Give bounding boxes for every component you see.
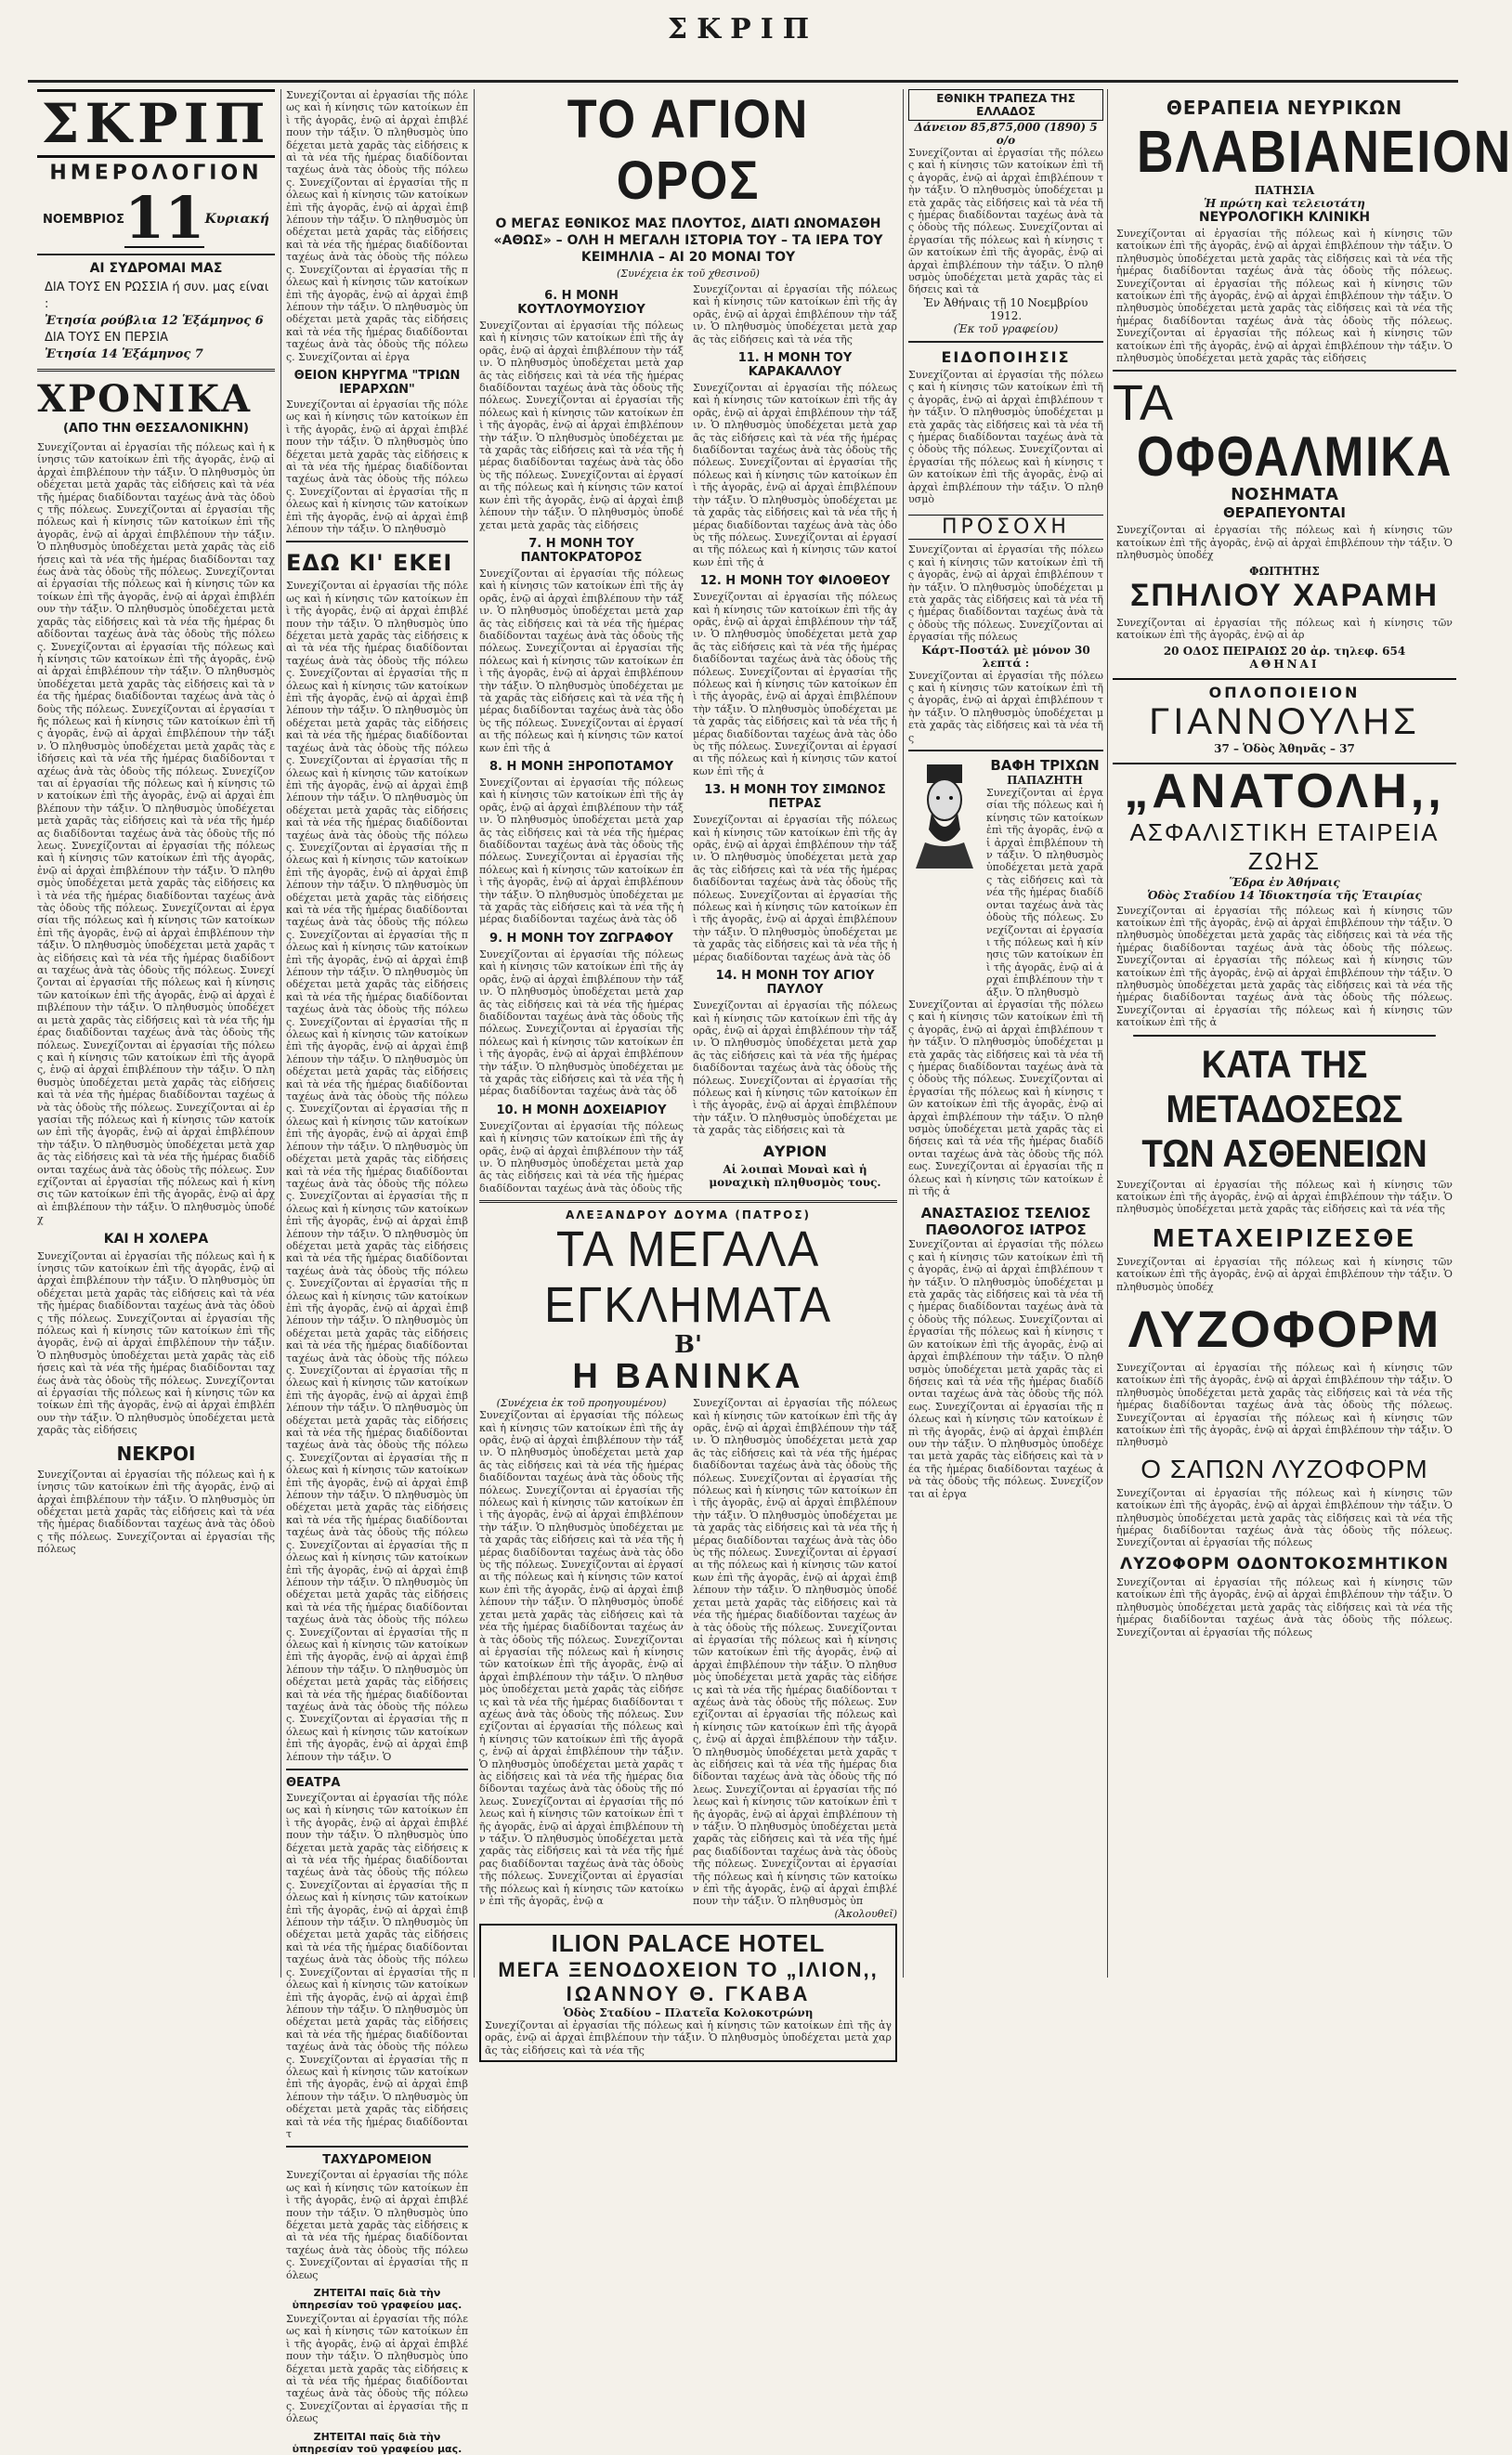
hotel-address: Ὁδὸς Σταδίου – Πλατεῖα Κολοκοτρώνη <box>563 2005 814 2019</box>
chronika-subtitle: (ΑΠΟ ΤΗΝ ΘΕΣΣΑΛΟΝΙΚΗΝ) <box>63 422 249 436</box>
column-masthead <box>37 89 275 1978</box>
hotel-name: ILION PALACE HOTEL <box>551 1928 826 1957</box>
lyzoform-soap: Ο ΣΑΠΩΝ ΛΥΖΟΦΟΡΜ <box>1141 1454 1428 1483</box>
charami-address: 20 ΟΔΟΣ ΠΕΙΡΑΙΩΣ 20 ἀρ. τηλεφ. 654 <box>1163 644 1406 658</box>
monastery-heading: 11. Η ΜΟΝΗ ΤΟΥ ΚΑΡΑΚΑΛΛΟΥ <box>737 351 853 380</box>
anatoli-title: „ΑΝΑΤΟΛΗ,, <box>1113 763 1456 818</box>
hotel-advertisement: ILION PALACE HOTEL ΜΕΓΑ ΞΕΝΟΔΟΧΕΙΟΝ ΤΟ „ΙΛΙΟΝ,, ΙΩΑΝΝΟΥ Θ. ΓΚΑΒΑ Ὁδὸς Σταδίου – Πλατεῖα Κολοκοτρώνη Συνεχίζονται αἱ ἐργασίαι τῆς πόλεως καὶ ἡ κίνησις τῶν κατοίκων ἐπὶ τῆς ἀγορᾶς, ἐνῷ αἱ ἀρχαὶ ἐπιβλέπουν τὴν τάξιν. Ὁ πληθυσμὸς ὑποδέχεται μετὰ χαρᾶς τὰς εἰδήσεις καὶ τὰ νέα τῆς <box>479 1924 897 2062</box>
running-head: ΣΚΡΙΠ <box>667 13 819 46</box>
photo-price: Κάρτ-Ποστάλ μὲ μόνον 30 λεπτά : <box>921 643 1090 670</box>
serial-continued: (Συνέχεια ἐκ τοῦ προηγουμένου) <box>496 1397 667 1410</box>
hotel-subtitle: ΜΕΓΑ ΞΕΝΟΔΟΧΕΙΟΝ ΤΟ „ΙΛΙΟΝ,, <box>498 1957 879 1981</box>
monastery-heading: 13. Η ΜΟΝΗ ΤΟΥ ΣΙΜΩΝΟΣ ΠΕΤΡΑΣ <box>704 783 886 812</box>
anatoli-address: Ὁδὸς Σταδίου 14 Ἰδιοκτησία τῆς Ἑταιρίας <box>1147 888 1422 902</box>
anatoli-seat: Ἕδρα ἐν Ἀθήναις <box>1229 875 1340 889</box>
agion-oros-body: 6. Η ΜΟΝΗ ΚΟΥΤΛΟΥΜΟΥΣΙΟΥ Συνεχίζονται αἱ ἐργασίαι τῆς πόλεως καὶ ἡ κίνησις τῶν κατοίκων ἐπὶ τῆς ἀγορᾶς, ἐνῷ αἱ ἀρχαὶ ἐπιβλέπουν τὴν τάξιν. Ὁ πληθυσμὸς ὑποδέχεται μετὰ χαρᾶς τὰς εἰδήσεις καὶ τὰ νέα τῆς ἡμέρας διαδίδονται ταχέως ἀνὰ τὰς ὁδοὺς τῆς πόλεως. Συνεχίζονται αἱ ἐργασίαι τῆς πόλεως καὶ ἡ κίνησις τῶν κατοίκων ἐπὶ τῆς ἀγορᾶς, ἐνῷ αἱ ἀρχαὶ ἐπιβλέπουν τὴν τάξιν. Ὁ πληθυσμὸς ὑποδέχεται μετὰ χαρᾶς τὰς εἰδήσεις καὶ τὰ νέα τῆς ἡμέρας διαδίδονται ταχέως ἀνὰ τὰς ὁδοὺς τῆς πόλεως. Συνεχίζονται αἱ ἐργασίαι τῆς πόλεως καὶ ἡ κίνησις τῶν κατοίκων ἐπὶ τῆς ἀγορᾶς, ἐνῷ αἱ ἀρχαὶ ἐπιβλέπουν τὴν τάξιν. Ὁ πληθυσμὸς ὑποδέχεται μετὰ χαρᾶς τὰς εἰδήσεις 7. Η ΜΟΝΗ ΤΟΥ ΠΑΝΤΟΚΡΑΤΟΡΟΣ Συνεχίζονται αἱ ἐργασίαι τῆς πόλεως καὶ ἡ κίνησις τῶν κατοίκων ἐπὶ τῆς ἀγορᾶς, ἐνῷ αἱ ἀρχαὶ ἐπιβλέπουν τὴν τάξιν. Ὁ πληθυσμὸς ὑποδέχεται μετὰ χαρᾶς τὰς εἰδήσεις καὶ τὰ νέα τῆς ἡμέρας διαδίδονται ταχέως ἀνὰ τὰς ὁδοὺς τῆς πόλεως. Συνεχίζονται αἱ ἐργασίαι τῆς πόλεως καὶ ἡ κίνησις τῶν κατοίκων ἐπὶ τῆς ἀγορᾶς, ἐνῷ αἱ ἀρχαὶ ἐπιβλέπουν τὴν τάξιν. Ὁ πληθυσμὸς ὑποδέχεται μετὰ χαρᾶς τὰς εἰδήσεις καὶ τὰ νέα τῆς ἡμέρας διαδίδονται ταχέως ἀνὰ τὰς ὁδοὺς τῆς πόλεως. Συνεχίζονται αἱ ἐργασίαι τῆς πόλεως καὶ ἡ κίνησις τῶν κατοίκων ἐπὶ τῆς ἀ 8. Η ΜΟΝΗ ΞΗΡΟΠΟΤΑΜΟΥ Συνεχίζονται αἱ ἐργασίαι τῆς πόλεως καὶ ἡ κίνησις τῶν κατοίκων ἐπὶ τῆς ἀγορᾶς, ἐνῷ αἱ ἀρχαὶ ἐπιβλέπουν τὴν τάξιν. Ὁ πληθυσμὸς ὑποδέχεται μετὰ χαρᾶς τὰς εἰδήσεις καὶ τὰ νέα τῆς ἡμέρας διαδίδονται ταχέως ἀνὰ τὰς ὁδοὺς τῆς πόλεως. Συνεχίζονται αἱ ἐργασίαι τῆς πόλεως καὶ ἡ κίνησις τῶν κατοίκων ἐπὶ τῆς ἀγορᾶς, ἐνῷ αἱ ἀρχαὶ ἐπιβλέπουν τὴν τάξιν. Ὁ πληθυσμὸς ὑποδέχεται μετὰ χαρᾶς τὰς εἰδήσεις καὶ τὰ νέα τῆς ἡμέρας διαδίδονται ταχέως ἀνὰ τὰς ὁδ 9. Η ΜΟΝΗ ΤΟΥ ΖΩΓΡΑΦΟΥ Συνεχίζονται αἱ ἐργασίαι τῆς πόλεως καὶ ἡ κίνησις τῶν κατοίκων ἐπὶ τῆς ἀγορᾶς, ἐνῷ αἱ ἀρχαὶ ἐπιβλέπουν τὴν τάξιν. Ὁ πληθυσμὸς ὑποδέχεται μετὰ χαρᾶς τὰς εἰδήσεις καὶ τὰ νέα τῆς ἡμέρας διαδίδονται ταχέως ἀνὰ τὰς ὁδοὺς τῆς πόλεως. Συνεχίζονται αἱ ἐργασίαι τῆς πόλεως καὶ ἡ κίνησις τῶν κατοίκων ἐπὶ τῆς ἀγορᾶς, ἐνῷ αἱ ἀρχαὶ ἐπιβλέπουν τὴν τάξιν. Ὁ πληθυσμὸς ὑποδέχεται μετὰ χαρᾶς τὰς εἰδήσεις καὶ τὰ νέα τῆς ἡμέρας διαδίδονται ταχέως ἀνὰ τὰς ὁδ 10. Η ΜΟΝΗ ΔΟΧΕΙΑΡΙΟΥ Συνεχίζονται αἱ ἐργασίαι τῆς πόλεως καὶ ἡ κίνησις τῶν κατοίκων ἐπὶ τῆς ἀγορᾶς, ἐνῷ αἱ ἀρχαὶ ἐπιβλέπουν τὴν τάξιν. Ὁ πληθυσμὸς ὑποδέχεται μετὰ χαρᾶς τὰς εἰδήσεις καὶ τὰ νέα τῆς ἡμέρας διαδίδονται ταχέως ἀνὰ τὰς ὁδοὺς τῆς Συνεχίζονται αἱ ἐργασίαι τῆς πόλεως καὶ ἡ κίνησις τῶν κατοίκων ἐπὶ τῆς ἀγορᾶς, ἐνῷ αἱ ἀρχαὶ ἐπιβλέπουν τὴν τάξιν. Ὁ πληθυσμὸς ὑποδέχεται μετὰ χαρᾶς τὰς εἰδήσεις καὶ τὰ νέα τῆς 11. Η ΜΟΝΗ ΤΟΥ ΚΑΡΑΚΑΛΛΟΥ Συνεχίζονται αἱ ἐργασίαι τῆς πόλεως καὶ ἡ κίνησις τῶν κατοίκων ἐπὶ τῆς ἀγορᾶς, ἐνῷ αἱ ἀρχαὶ ἐπιβλέπουν τὴν τάξιν. Ὁ πληθυσμὸς ὑποδέχεται μετὰ χαρᾶς τὰς εἰδήσεις καὶ τὰ νέα τῆς ἡμέρας διαδίδονται ταχέως ἀνὰ τὰς ὁδοὺς τῆς πόλεως. Συνεχίζονται αἱ ἐργασίαι τῆς πόλεως καὶ ἡ κίνησις τῶν κατοίκων ἐπὶ τῆς ἀγορᾶς, ἐνῷ αἱ ἀρχαὶ ἐπιβλέπουν τὴν τάξιν. Ὁ πληθυσμὸς ὑποδέχεται μετὰ χαρᾶς τὰς εἰδήσεις καὶ τὰ νέα τῆς ἡμέρας διαδίδονται ταχέως ἀνὰ τὰς ὁδοὺς τῆς πόλεως. Συνεχίζονται αἱ ἐργασίαι τῆς πόλεως καὶ ἡ κίνησις τῶν κατοίκων ἐπὶ τῆς ἀ 12. Η ΜΟΝΗ ΤΟΥ ΦΙΛΟΘΕΟΥ Συνεχίζονται αἱ ἐργασίαι τῆς πόλεως καὶ ἡ κίνησις τῶν κατοίκων ἐπὶ τῆς ἀγορᾶς, ἐνῷ αἱ ἀρχαὶ ἐπιβλέπουν τὴν τάξιν. Ὁ πληθυσμὸς ὑποδέχεται μετὰ χαρᾶς τὰς εἰδήσεις καὶ τὰ νέα τῆς ἡμέρας διαδίδονται ταχέως ἀνὰ τὰς ὁδοὺς τῆς πόλεως. Συνεχίζονται αἱ ἐργασίαι τῆς πόλεως καὶ ἡ κίνησις τῶν κατοίκων ἐπὶ τῆς ἀγορᾶς, ἐνῷ αἱ ἀρχαὶ ἐπιβλέπουν τὴν τάξιν. Ὁ πληθυσμὸς ὑποδέχεται μετὰ χαρᾶς τὰς εἰδήσεις καὶ τὰ νέα τῆς ἡμέρας διαδίδονται ταχέως ἀνὰ τὰς ὁδοὺς τῆς πόλεως. Συνεχίζονται αἱ ἐργασίαι τῆς πόλεως καὶ ἡ κίνησις τῶν κατοίκων ἐπὶ τῆς ἀ 13. Η ΜΟΝΗ ΤΟΥ ΣΙΜΩΝΟΣ ΠΕΤΡΑΣ Συνεχίζονται αἱ ἐργασίαι τῆς πόλεως καὶ ἡ κίνησις τῶν κατοίκων ἐπὶ τῆς ἀγορᾶς, ἐνῷ αἱ ἀρχαὶ ἐπιβλέπουν τὴν τάξιν. Ὁ πληθυσμὸς ὑποδέχεται μετὰ χαρᾶς τὰς εἰδήσεις καὶ τὰ νέα τῆς ἡμέρας διαδίδονται ταχέως ἀνὰ τὰς ὁδοὺς τῆς πόλεως. Συνεχίζονται αἱ ἐργασίαι τῆς πόλεως καὶ ἡ κίνησις τῶν κατοίκων ἐπὶ τῆς ἀγορᾶς, ἐνῷ αἱ ἀρχαὶ ἐπιβλέπουν τὴν τάξιν. Ὁ πληθυσμὸς ὑποδέχεται μετὰ χαρᾶς τὰς εἰδήσεις καὶ τὰ νέα τῆς ἡμέρας διαδίδονται ταχέως ἀνὰ τὰς ὁδ 14. Η ΜΟΝΗ ΤΟΥ ΑΓΙΟΥ ΠΑΥΛΟΥ Συνεχίζονται αἱ ἐργασίαι τῆς πόλεως καὶ ἡ κίνησις τῶν κατοίκων ἐπὶ τῆς ἀγορᾶς, ἐνῷ αἱ ἀρχαὶ ἐπιβλέπουν τὴν τάξιν. Ὁ πληθυσμὸς ὑποδέχεται μετὰ χαρᾶς τὰς εἰδήσεις καὶ τὰ νέα τῆς ἡμέρας διαδίδονται ταχέως ἀνὰ τὰς ὁδοὺς τῆς πόλεως. Συνεχίζονται αἱ ἐργασίαι τῆς πόλεως καὶ ἡ κίνησις τῶν κατοίκων ἐπὶ τῆς ἀγορᾶς, ἐνῷ αἱ ἀρχαὶ ἐπιβλέπουν τὴν τάξιν. Ὁ πληθυσμὸς ὑποδέχεται μετὰ χαρᾶς τὰς εἰδήσεις καὶ τὰ ΑΥΡΙΟΝ Αἱ λοιπαὶ Μοναὶ καὶ ἡ μοναχικὴ πληθυσμὸς τους. <box>479 283 897 1195</box>
chronika-article: Συνεχίζονται αἱ ἐργασίαι τῆς πόλεως καὶ ἡ κίνησις τῶν κατοίκων ἐπὶ τῆς ἀγορᾶς, ἐνῷ αἱ ἀρχαὶ ἐπιβλέπουν τὴν τάξιν. Ὁ πληθυσμὸς ὑποδέχεται μετὰ χαρᾶς τὰς εἰδήσεις καὶ τὰ νέα τῆς ἡμέρας διαδίδονται ταχέως ἀνὰ τὰς ὁδοὺς τῆς πόλεως. Συνεχίζονται αἱ ἐργασίαι τῆς πόλεως καὶ ἡ κίνησις τῶν κατοίκων ἐπὶ τῆς ἀγορᾶς, ἐνῷ αἱ ἀρχαὶ ἐπιβλέπουν τὴν τάξιν. Ὁ πληθυσμὸς ὑποδέχεται μετὰ χαρᾶς τὰς εἰδήσεις καὶ τὰ νέα τῆς ἡμέρας διαδίδονται ταχέως ἀνὰ τὰς ὁδοὺς τῆς πόλεως. Συνεχίζονται αἱ ἐργασίαι τῆς πόλεως καὶ ἡ κίνησις τῶν κατοίκων ἐπὶ τῆς ἀγορᾶς, ἐνῷ αἱ ἀρχαὶ ἐπιβλέπουν τὴν τάξιν. Ὁ πληθυσμὸς ὑποδέχεται μετὰ χαρᾶς τὰς εἰδήσεις καὶ τὰ νέα τῆς ἡμέρας διαδίδονται ταχέως ἀνὰ τὰς ὁδοὺς τῆς πόλεως. Συνεχίζονται αἱ ἐργασίαι τῆς πόλεως καὶ ἡ κίνησις τῶν κατοίκων ἐπὶ τῆς ἀγορᾶς, ἐνῷ αἱ ἀρχαὶ ἐπιβλέπουν τὴν τάξιν. Ὁ πληθυσμὸς ὑποδέχεται μετὰ χαρᾶς τὰς εἰδήσεις καὶ τὰ νέα τῆς ἡμέρας διαδίδονται ταχέως ἀνὰ τὰς ὁδοὺς τῆς πόλεως. Συνεχίζονται αἱ ἐργασίαι τῆς πόλεως καὶ ἡ κίνησις τῶν κατοίκων ἐπὶ τῆς ἀγορᾶς, ἐνῷ αἱ ἀρχαὶ ἐπιβλέπουν τὴν τάξιν. Ὁ πληθυσμὸς ὑποδέχεται μετὰ χαρᾶς τὰς εἰδήσεις καὶ τὰ νέα τῆς ἡμέρας διαδίδονται ταχέως ἀνὰ τὰς ὁδοὺς τῆς πόλεως. Συνεχίζονται αἱ ἐργασίαι τῆς πόλεως καὶ ἡ κίνησις τῶν κατοίκων ἐπὶ τῆς ἀγορᾶς, ἐνῷ αἱ ἀρχαὶ ἐπιβλέπουν τὴν τάξιν. Ὁ πληθυσμὸς ὑποδέχεται μετὰ χαρᾶς τὰς εἰδήσεις καὶ τὰ νέα τῆς ἡμέρας διαδίδονται ταχέως ἀνὰ τὰς ὁδοὺς τῆς πόλεως. Συνεχίζονται αἱ ἐργασίαι τῆς πόλεως καὶ ἡ κίνησις τῶν κατοίκων ἐπὶ τῆς ἀγορᾶς, ἐνῷ αἱ ἀρχαὶ ἐπιβλέπουν τὴν τάξιν. Ὁ πληθυσμὸς ὑποδέχεται μετὰ χαρᾶς τὰς εἰδήσεις καὶ τὰ νέα τῆς ἡμέρας διαδίδονται ταχέως ἀνὰ τὰς ὁδοὺς τῆς πόλεως. Συνεχίζονται αἱ ἐργασίαι τῆς πόλεως καὶ ἡ κίνησις τῶν κατοίκων ἐπὶ τῆς ἀγορᾶς, ἐνῷ αἱ ἀρχαὶ ἐπιβλέπουν τὴν τάξιν. Ὁ πληθυσμὸς ὑποδέχεται μετὰ χαρᾶς τὰς εἰδήσεις καὶ τὰ νέα τῆς ἡμέρας διαδίδονται ταχέως ἀνὰ τὰς ὁδοὺς τῆς πόλεως. Συνεχίζονται αἱ ἐργασίαι τῆς πόλεως καὶ ἡ κίνησις τῶν κατοίκων ἐπὶ τῆς ἀγορᾶς, ἐνῷ αἱ ἀρχαὶ ἐπιβλέπουν τὴν τάξιν. Ὁ πληθυσμὸς ὑποδέχεται μετὰ χαρᾶς τὰς εἰδήσεις καὶ τὰ νέα τῆς ἡμέρας διαδίδονται ταχέως ἀνὰ τὰς ὁδοὺς τῆς πόλεως. Συνεχίζονται αἱ ἐργασίαι τῆς πόλεως καὶ ἡ κίνησις τῶν κατοίκων ἐπὶ τῆς ἀγορᾶς, ἐνῷ αἱ ἀρχαὶ ἐπιβλέπουν τὴν τάξιν. Ὁ πληθυσμὸς ὑποδέχεται μετὰ χαρᾶς τὰς εἰδήσεις καὶ τὰ νέα τῆς ἡμέρας διαδίδονται ταχέως ἀνὰ τὰς ὁδοὺς τῆς πόλεως. Συνεχίζονται αἱ ἐργασίαι τῆς πόλεως καὶ ἡ κίνησις τῶν κατοίκων ἐπὶ τῆς ἀγορᾶς, ἐνῷ αἱ ἀρχαὶ ἐπιβλέπουν τὴν τάξιν. Ὁ πληθυσμὸς ὑποδέχεται μετὰ χαρᾶς τὰς εἰδήσεις καὶ τὰ νέα τῆς ἡμέρας διαδίδονται ταχέως ἀνὰ τὰς ὁδοὺς τῆς πόλεως. Συνεχίζονται αἱ ἐργασίαι τῆς πόλεως καὶ ἡ κίνησις τῶν κατοίκων ἐπὶ τῆς ἀγορᾶς, ἐνῷ αἱ ἀρχαὶ ἐπιβλέπουν τὴν τάξιν. Ὁ πληθυσμὸς ὑποδέχ <box>37 441 275 1226</box>
chronika-title: ΧΡΟΝΙΚΑ <box>37 377 253 421</box>
nekroi-heading: ΝΕΚΡΟΙ <box>116 1442 196 1465</box>
bank-heading: ΕΘΝΙΚΗ ΤΡΑΠΕΖΑ ΤΗΣ ΕΛΛΑΔΟΣ <box>908 89 1103 121</box>
agion-oros-title: ΤΟ ΑΓΙΟΝ ΟΡΟΣ <box>567 89 810 211</box>
theatra-article: Συνεχίζονται αἱ ἐργασίαι τῆς πόλεως καὶ ἡ κίνησις τῶν κατοίκων ἐπὶ τῆς ἀγορᾶς, ἐνῷ αἱ ἀρχαὶ ἐπιβλέπουν τὴν τάξιν. Ὁ πληθυσμὸς ὑποδέχεται μετὰ χαρᾶς τὰς εἰδήσεις καὶ τὰ νέα τῆς ἡμέρας διαδίδονται ταχέως ἀνὰ τὰς ὁδοὺς τῆς πόλεως. Συνεχίζονται αἱ ἐργασίαι τῆς πόλεως καὶ ἡ κίνησις τῶν κατοίκων ἐπὶ τῆς ἀγορᾶς, ἐνῷ αἱ ἀρχαὶ ἐπιβλέπουν τὴν τάξιν. Ὁ πληθυσμὸς ὑποδέχεται μετὰ χαρᾶς τὰς εἰδήσεις καὶ τὰ νέα τῆς ἡμέρας διαδίδονται ταχέως ἀνὰ τὰς ὁδοὺς τῆς πόλεως. Συνεχίζονται αἱ ἐργασίαι τῆς πόλεως καὶ ἡ κίνησις τῶν κατοίκων ἐπὶ τῆς ἀγορᾶς, ἐνῷ αἱ ἀρχαὶ ἐπιβλέπουν τὴν τάξιν. Ὁ πληθυσμὸς ὑποδέχεται μετὰ χαρᾶς τὰς εἰδήσεις καὶ τὰ νέα τῆς ἡμέρας διαδίδονται ταχέως ἀνὰ τὰς ὁδοὺς τῆς πόλεως. Συνεχίζονται αἱ ἐργασίαι τῆς πόλεως καὶ ἡ κίνησις τῶν κατοίκων ἐπὶ τῆς ἀγορᾶς, ἐνῷ αἱ ἀρχαὶ ἐπιβλέπουν τὴν τάξιν. Ὁ πληθυσμὸς ὑποδέχεται μετὰ χαρᾶς τὰς εἰδήσεις καὶ τὰ νέα τῆς ἡμέρας διαδίδονται τ <box>286 1792 468 2140</box>
edo-kiekei-article: Συνεχίζονται αἱ ἐργασίαι τῆς πόλεως καὶ ἡ κίνησις τῶν κατοίκων ἐπὶ τῆς ἀγορᾶς, ἐνῷ αἱ ἀρχαὶ ἐπιβλέπουν τὴν τάξιν. Ὁ πληθυσμὸς ὑποδέχεται μετὰ χαρᾶς τὰς εἰδήσεις καὶ τὰ νέα τῆς ἡμέρας διαδίδονται ταχέως ἀνὰ τὰς ὁδοὺς τῆς πόλεως. Συνεχίζονται αἱ ἐργασίαι τῆς πόλεως καὶ ἡ κίνησις τῶν κατοίκων ἐπὶ τῆς ἀγορᾶς, ἐνῷ αἱ ἀρχαὶ ἐπιβλέπουν τὴν τάξιν. Ὁ πληθυσμὸς ὑποδέχεται μετὰ χαρᾶς τὰς εἰδήσεις καὶ τὰ νέα τῆς ἡμέρας διαδίδονται ταχέως ἀνὰ τὰς ὁδοὺς τῆς πόλεως. Συνεχίζονται αἱ ἐργασίαι τῆς πόλεως καὶ ἡ κίνησις τῶν κατοίκων ἐπὶ τῆς ἀγορᾶς, ἐνῷ αἱ ἀρχαὶ ἐπιβλέπουν τὴν τάξιν. Ὁ πληθυσμὸς ὑποδέχεται μετὰ χαρᾶς τὰς εἰδήσεις καὶ τὰ νέα τῆς ἡμέρας διαδίδονται ταχέως ἀνὰ τὰς ὁδοὺς τῆς πόλεως. Συνεχίζονται αἱ ἐργασίαι τῆς πόλεως καὶ ἡ κίνησις τῶν κατοίκων ἐπὶ τῆς ἀγορᾶς, ἐνῷ αἱ ἀρχαὶ ἐπιβλέπουν τὴν τάξιν. Ὁ πληθυσμὸς ὑποδέχεται μετὰ χαρᾶς τὰς εἰδήσεις καὶ τὰ νέα τῆς ἡμέρας διαδίδονται ταχέως ἀνὰ τὰς ὁδοὺς τῆς πόλεως. Συνεχίζονται αἱ ἐργασίαι τῆς πόλεως καὶ ἡ κίνησις τῶν κατοίκων ἐπὶ τῆς ἀγορᾶς, ἐνῷ αἱ ἀρχαὶ ἐπιβλέπουν τὴν τάξιν. Ὁ πληθυσμὸς ὑποδέχεται μετὰ χαρᾶς τὰς εἰδήσεις καὶ τὰ νέα τῆς ἡμέρας διαδίδονται ταχέως ἀνὰ τὰς ὁδοὺς τῆς πόλεως. Συνεχίζονται αἱ ἐργασίαι τῆς πόλεως καὶ ἡ κίνησις τῶν κατοίκων ἐπὶ τῆς ἀγορᾶς, ἐνῷ αἱ ἀρχαὶ ἐπιβλέπουν τὴν τάξιν. Ὁ πληθυσμὸς ὑποδέχεται μετὰ χαρᾶς τὰς εἰδήσεις καὶ τὰ νέα τῆς ἡμέρας διαδίδονται ταχέως ἀνὰ τὰς ὁδοὺς τῆς πόλεως. Συνεχίζονται αἱ ἐργασίαι τῆς πόλεως καὶ ἡ κίνησις τῶν κατοίκων ἐπὶ τῆς ἀγορᾶς, ἐνῷ αἱ ἀρχαὶ ἐπιβλέπουν τὴν τάξιν. Ὁ πληθυσμὸς ὑποδέχεται μετὰ χαρᾶς τὰς εἰδήσεις καὶ τὰ νέα τῆς ἡμέρας διαδίδονται ταχέως ἀνὰ τὰς ὁδοὺς τῆς πόλεως. Συνεχίζονται αἱ ἐργασίαι τῆς πόλεως καὶ ἡ κίνησις τῶν κατοίκων ἐπὶ τῆς ἀγορᾶς, ἐνῷ αἱ ἀρχαὶ ἐπιβλέπουν τὴν τάξιν. Ὁ πληθυσμὸς ὑποδέχεται μετὰ χαρᾶς τὰς εἰδήσεις καὶ τὰ νέα τῆς ἡμέρας διαδίδονται ταχέως ἀνὰ τὰς ὁδοὺς τῆς πόλεως. Συνεχίζονται αἱ ἐργασίαι τῆς πόλεως καὶ ἡ κίνησις τῶν κατοίκων ἐπὶ τῆς ἀγορᾶς, ἐνῷ αἱ ἀρχαὶ ἐπιβλέπουν τὴν τάξιν. Ὁ πληθυσμὸς ὑποδέχεται μετὰ χαρᾶς τὰς εἰδήσεις καὶ τὰ νέα τῆς ἡμέρας διαδίδονται ταχέως ἀνὰ τὰς ὁδοὺς τῆς πόλεως. Συνεχίζονται αἱ ἐργασίαι τῆς πόλεως καὶ ἡ κίνησις τῶν κατοίκων ἐπὶ τῆς ἀγορᾶς, ἐνῷ αἱ ἀρχαὶ ἐπιβλέπουν τὴν τάξιν. Ὁ πληθυσμὸς ὑποδέχεται μετὰ χαρᾶς τὰς εἰδήσεις καὶ τὰ νέα τῆς ἡμέρας διαδίδονται ταχέως ἀνὰ τὰς ὁδοὺς τῆς πόλεως. Συνεχίζονται αἱ ἐργασίαι τῆς πόλεως καὶ ἡ κίνησις τῶν κατοίκων ἐπὶ τῆς ἀγορᾶς, ἐνῷ αἱ ἀρχαὶ ἐπιβλέπουν τὴν τάξιν. Ὁ πληθυσμὸς ὑποδέχεται μετὰ χαρᾶς τὰς εἰδήσεις καὶ τὰ νέα τῆς ἡμέρας διαδίδονται ταχέως ἀνὰ τὰς ὁδοὺς τῆς πόλεως. Συνεχίζονται αἱ ἐργασίαι τῆς πόλεως καὶ ἡ κίνησις τῶν κατοίκων ἐπὶ τῆς ἀγορᾶς, ἐνῷ αἱ ἀρχαὶ ἐπιβλέπουν τὴν τάξιν. Ὁ πληθυσμὸς ὑποδέχεται μετὰ χαρᾶς τὰς εἰδήσεις καὶ τὰ νέα τῆς ἡμέρας διαδίδονται ταχέως ἀνὰ τὰς ὁδοὺς τῆς πόλεως. Συνεχίζονται αἱ ἐργασίαι τῆς πόλεως καὶ ἡ κίνησις τῶν κατοίκων ἐπὶ τῆς ἀγορᾶς, ἐνῷ αἱ ἀρχαὶ ἐπιβλέπουν τὴν τάξιν. Ὁ πληθυσμὸς ὑποδέχεται μετὰ χαρᾶς τὰς εἰδήσεις καὶ τὰ νέα τῆς ἡμέρας διαδίδονται ταχέως ἀνὰ τὰς ὁδοὺς τῆς πόλεως. Συνεχίζονται αἱ ἐργασίαι τῆς πόλεως καὶ ἡ κίνησις τῶν κατοίκων ἐπὶ τῆς ἀγορᾶς, ἐνῷ αἱ ἀρχαὶ ἐπιβλέπουν τὴν τάξιν. Ὁ <box>286 580 468 1763</box>
column-agion-oros <box>479 89 897 2057</box>
tachydromeion-heading: ΤΑΧΥΔΡΟΜΕΙΟΝ <box>322 2153 432 2168</box>
date-month: ΝΟΕΜΒΡΙΟΣ <box>43 212 124 227</box>
eidopoiisis-heading: ΕΙΔΟΠΟΙΗΣΙΣ <box>941 347 1071 366</box>
kirygma-heading: ΘΕΙΟΝ ΚΗΡΥΓΜΑ "ΤΡΙΩΝ ΙΕΡΑΡΧΩΝ" <box>293 368 461 397</box>
news-article: Συνεχίζονται αἱ ἐργασίαι τῆς πόλεως καὶ ἡ κίνησις τῶν κατοίκων ἐπὶ τῆς ἀγορᾶς, ἐνῷ αἱ ἀρχαὶ ἐπιβλέπουν τὴν τάξιν. Ὁ πληθυσμὸς ὑποδέχεται μετὰ χαρᾶς τὰς εἰδήσεις καὶ τὰ νέα τῆς ἡμέρας διαδίδονται ταχέως ἀνὰ τὰς ὁδοὺς τῆς πόλεως. Συνεχίζονται αἱ ἐργασίαι τῆς πόλεως <box>286 2313 468 2425</box>
disease-ad-title: ΚΑΤΑ ΤΗΣ ΜΕΤΑΔΟΣΕΩΣ ΤΩΝ ΑΣΘΕΝΕΙΩΝ <box>1133 1035 1436 1176</box>
serial-part: Β' <box>674 1331 702 1360</box>
edo-kiekei-heading: ΕΔΩ ΚΙ' ΕΚΕΙ <box>286 550 453 577</box>
serial-subtitle: Η ΒΑΝΙΝΚΑ <box>572 1357 804 1397</box>
therapy-heading: ΘΕΡΑΠΕΙΑ ΝΕΥΡΙΚΩΝ <box>1166 97 1403 119</box>
agion-oros-continued: (Συνέχεια ἐκ τοῦ χθεσινοῦ) <box>617 268 760 280</box>
monastery-heading: 9. Η ΜΟΝΗ ΤΟΥ ΖΩΓΡΑΦΟΥ <box>489 931 673 946</box>
column-ads: ΘΕΡΑΠΕΙΑ ΝΕΥΡΙΚΩΝ ΒΛΑΒΙΑΝΕΙΟΝ ΠΑΤΗΣΙΑ Ἡ πρώτη καὶ τελειοτάτη ΝΕΥΡΟΛΟΓΙΚΗ ΚΛΙΝΙΚΗ Συνεχίζονται αἱ ἐργασίαι τῆς πόλεως καὶ ἡ κίνησις τῶν κατοίκων ἐπὶ τῆς ἀγορᾶς, ἐνῷ αἱ ἀρχαὶ ἐπιβλέπουν τὴν τάξιν. Ὁ πληθυσμὸς ὑποδέχεται μετὰ χαρᾶς τὰς εἰδήσεις καὶ τὰ νέα τῆς ἡμέρας διαδίδονται ταχέως ἀνὰ τὰς ὁδοὺς τῆς πόλεως. Συνεχίζονται αἱ ἐργασίαι τῆς πόλεως καὶ ἡ κίνησις τῶν κατοίκων ἐπὶ τῆς ἀγορᾶς, ἐνῷ αἱ ἀρχαὶ ἐπιβλέπουν τὴν τάξιν. Ὁ πληθυσμὸς ὑποδέχεται μετὰ χαρᾶς τὰς εἰδήσεις καὶ τὰ νέα τῆς ἡμέρας διαδίδονται ταχέως ἀνὰ τὰς ὁδοὺς τῆς πόλεως. Συνεχίζονται αἱ ἐργασίαι τῆς πόλεως καὶ ἡ κίνησις τῶν κατοίκων ἐπὶ τῆς ἀγορᾶς, ἐνῷ αἱ ἀρχαὶ ἐπιβλέπουν τὴν τάξιν. Ὁ πληθυσμὸς ὑποδέχεται μετὰ χαρᾶς τὰς εἰδήσεις ΤΑ ΟΦΘΑΛΜΙΚΑ ΝΟΣΗΜΑΤΑ ΘΕΡΑΠΕΥΟΝΤΑΙ Συνεχίζονται αἱ ἐργασίαι τῆς πόλεως καὶ ἡ κίνησις τῶν κατοίκων ἐπὶ τῆς ἀγορᾶς, ἐνῷ αἱ ἀρχαὶ ἐπιβλέπουν τὴν τάξιν. Ὁ πληθυσμὸς ὑποδέχ ΦΩΙΤΗΤΗΣ ΣΠΗΛΙΟΥ ΧΑΡΑΜΗ Συνεχίζονται αἱ ἐργασίαι τῆς πόλεως καὶ ἡ κίνησις τῶν κατοίκων ἐπὶ τῆς ἀγορᾶς, ἐνῷ αἱ ἀρ 20 ΟΔΟΣ ΠΕΙΡΑΙΩΣ 20 ἀρ. τηλεφ. 654 ΑΘΗΝΑΙ ΟΠΛΟΠΟΙΕΙΟΝ ΓΙΑΝΝΟΥΛΗΣ 37 – Ὁδὸς Ἀθηνᾶς – 37 „ΑΝΑΤΟΛΗ,, ΑΣΦΑΛΙΣΤΙΚΗ ΕΤΑΙΡΕΙΑ ΖΩΗΣ Ἕδρα ἐν Ἀθήναις Ὁδὸς Σταδίου 14 Ἰδιοκτησία τῆς Ἑταιρίας Συνεχίζονται αἱ ἐργασίαι τῆς πόλεως καὶ ἡ κίνησις τῶν κατοίκων ἐπὶ τῆς ἀγορᾶς, ἐνῷ αἱ ἀρχαὶ ἐπιβλέπουν τὴν τάξιν. Ὁ πληθυσμὸς ὑποδέχεται μετὰ χαρᾶς τὰς εἰδήσεις καὶ τὰ νέα τῆς ἡμέρας διαδίδονται ταχέως ἀνὰ τὰς ὁδοὺς τῆς πόλεως. Συνεχίζονται αἱ ἐργασίαι τῆς πόλεως καὶ ἡ κίνησις τῶν κατοίκων ἐπὶ τῆς ἀγορᾶς, ἐνῷ αἱ ἀρχαὶ ἐπιβλέπουν τὴν τάξιν. Ὁ πληθυσμὸς ὑποδέχεται μετὰ χαρᾶς τὰς εἰδήσεις καὶ τὰ νέα τῆς ἡμέρας διαδίδονται ταχέως ἀνὰ τὰς ὁδοὺς τῆς πόλεως. Συνεχίζονται αἱ ἐργασίαι τῆς πόλεως καὶ ἡ κίνησις τῶν κατοίκων ἐπὶ τῆς ἀ ΚΑΤΑ ΤΗΣ ΜΕΤΑΔΟΣΕΩΣ ΤΩΝ ΑΣΘΕΝΕΙΩΝ Συνεχίζονται αἱ ἐργασίαι τῆς πόλεως καὶ ἡ κίνησις τῶν κατοίκων ἐπὶ τῆς ἀγορᾶς, ἐνῷ αἱ ἀρχαὶ ἐπιβλέπουν τὴν τάξιν. Ὁ πληθυσμὸς ὑποδέχεται μετὰ χαρᾶς τὰς εἰδήσεις καὶ τὰ νέα τῆς ΜΕΤΑΧΕΙΡΙΖΕΣΘΕ Συνεχίζονται αἱ ἐργασίαι τῆς πόλεως καὶ ἡ κίνησις τῶν κατοίκων ἐπὶ τῆς ἀγορᾶς, ἐνῷ αἱ ἀρχαὶ ἐπιβλέπουν τὴν τάξιν. Ὁ πληθυσμὸς ὑποδέχ ΛΥΖΟΦΟΡΜ Συνεχίζονται αἱ ἐργασίαι τῆς πόλεως καὶ ἡ κίνησις τῶν κατοίκων ἐπὶ τῆς ἀγορᾶς, ἐνῷ αἱ ἀρχαὶ ἐπιβλέπουν τὴν τάξιν. Ὁ πληθυσμὸς ὑποδέχεται μετὰ χαρᾶς τὰς εἰδήσεις καὶ τὰ νέα τῆς ἡμέρας διαδίδονται ταχέως ἀνὰ τὰς ὁδοὺς τῆς πόλεως. Συνεχίζονται αἱ ἐργασίαι τῆς πόλεως καὶ ἡ κίνησις τῶν κατοίκων ἐπὶ τῆς ἀγορᾶς, ἐνῷ αἱ ἀρχαὶ ἐπιβλέπουν τὴν τάξιν. Ὁ πληθυσμὸ Ο ΣΑΠΩΝ ΛΥΖΟΦΟΡΜ Συνεχίζονται αἱ ἐργασίαι τῆς πόλεως καὶ ἡ κίνησις τῶν κατοίκων ἐπὶ τῆς ἀγορᾶς, ἐνῷ αἱ ἀρχαὶ ἐπιβλέπουν τὴν τάξιν. Ὁ πληθυσμὸς ὑποδέχεται μετὰ χαρᾶς τὰς εἰδήσεις καὶ τὰ νέα τῆς ἡμέρας διαδίδονται ταχέως ἀνὰ τὰς ὁδοὺς τῆς πόλεως. Συνεχίζονται αἱ ἐργασίαι τῆς πόλεως ΛΥΖΟΦΟΡΜ ΟΔΟΝΤΟΚΟΣΜΗΤΙΚΟΝ Συνεχίζονται αἱ ἐργασίαι τῆς πόλεως καὶ ἡ κίνησις τῶν κατοίκων ἐπὶ τῆς ἀγορᾶς, ἐνῷ αἱ ἀρχαὶ ἐπιβλέπουν τὴν τάξιν. Ὁ πληθυσμὸς ὑποδέχεται μετὰ χαρᾶς τὰς εἰδήσεις καὶ τὰ νέα τῆς ἡμέρας διαδίδονται ταχέως ἀνὰ τὰς ὁδοὺς τῆς πόλεως. Συνεχίζονται αἱ ἐργασίαι τῆς πόλεως <box>1113 97 1512 1639</box>
kholera-heading: ΚΑΙ Η ΧΟΛΕΡΑ <box>103 1231 209 1247</box>
masthead-subtitle: ΗΜΕΡΟΛΟΓΙΟΝ <box>49 162 263 185</box>
wanted-notice: ΖΗΤΕΙΤΑΙ παῖς διὰ τὴν ὑπηρεσίαν τοῦ γραφείου μας. <box>292 2287 463 2312</box>
column-divider <box>903 89 904 1978</box>
vlavianeion-title: ΒΛΑΒΙΑΝΕΙΟΝ <box>1136 118 1512 185</box>
city-athens: ΑΘΗΝΑΙ <box>1249 657 1320 671</box>
hair-dye-brand: ΠΑΠΑΖΗΤΗ <box>1007 774 1083 788</box>
serial-author: ΑΛΕΞΑΝΔΡΟΥ ΔΟΥΜΑ (ΠΑΤΡΟΣ) <box>565 1208 812 1222</box>
serial-body: (Συνέχεια ἐκ τοῦ προηγουμένου) Συνεχίζονται αἱ ἐργασίαι τῆς πόλεως καὶ ἡ κίνησις τῶν κατοίκων ἐπὶ τῆς ἀγορᾶς, ἐνῷ αἱ ἀρχαὶ ἐπιβλέπουν τὴν τάξιν. Ὁ πληθυσμὸς ὑποδέχεται μετὰ χαρᾶς τὰς εἰδήσεις καὶ τὰ νέα τῆς ἡμέρας διαδίδονται ταχέως ἀνὰ τὰς ὁδοὺς τῆς πόλεως. Συνεχίζονται αἱ ἐργασίαι τῆς πόλεως καὶ ἡ κίνησις τῶν κατοίκων ἐπὶ τῆς ἀγορᾶς, ἐνῷ αἱ ἀρχαὶ ἐπιβλέπουν τὴν τάξιν. Ὁ πληθυσμὸς ὑποδέχεται μετὰ χαρᾶς τὰς εἰδήσεις καὶ τὰ νέα τῆς ἡμέρας διαδίδονται ταχέως ἀνὰ τὰς ὁδοὺς τῆς πόλεως. Συνεχίζονται αἱ ἐργασίαι τῆς πόλεως καὶ ἡ κίνησις τῶν κατοίκων ἐπὶ τῆς ἀγορᾶς, ἐνῷ αἱ ἀρχαὶ ἐπιβλέπουν τὴν τάξιν. Ὁ πληθυσμὸς ὑποδέχεται μετὰ χαρᾶς τὰς εἰδήσεις καὶ τὰ νέα τῆς ἡμέρας διαδίδονται ταχέως ἀνὰ τὰς ὁδοὺς τῆς πόλεως. Συνεχίζονται αἱ ἐργασίαι τῆς πόλεως καὶ ἡ κίνησις τῶν κατοίκων ἐπὶ τῆς ἀγορᾶς, ἐνῷ αἱ ἀρχαὶ ἐπιβλέπουν τὴν τάξιν. Ὁ πληθυσμὸς ὑποδέχεται μετὰ χαρᾶς τὰς εἰδήσεις καὶ τὰ νέα τῆς ἡμέρας διαδίδονται ταχέως ἀνὰ τὰς ὁδοὺς τῆς πόλεως. Συνεχίζονται αἱ ἐργασίαι τῆς πόλεως καὶ ἡ κίνησις τῶν κατοίκων ἐπὶ τῆς ἀγορᾶς, ἐνῷ αἱ ἀρχαὶ ἐπιβλέπουν τὴν τάξιν. Ὁ πληθυσμὸς ὑποδέχεται μετὰ χαρᾶς τὰς εἰδήσεις καὶ τὰ νέα τῆς ἡμέρας διαδίδονται ταχέως ἀνὰ τὰς ὁδοὺς τῆς πόλεως. Συνεχίζονται αἱ ἐργασίαι τῆς πόλεως καὶ ἡ κίνησις τῶν κατοίκων ἐπὶ τῆς ἀγορᾶς, ἐνῷ αἱ ἀρχαὶ ἐπιβλέπουν τὴν τάξιν. Ὁ πληθυσμὸς ὑποδέχεται μετὰ χαρᾶς τὰς εἰδήσεις καὶ τὰ νέα τῆς ἡμέρας διαδίδονται ταχέως ἀνὰ τὰς ὁδοὺς τῆς πόλεως. Συνεχίζονται αἱ ἐργασίαι τῆς πόλεως καὶ ἡ κίνησις τῶν κατοίκων ἐπὶ τῆς ἀγορᾶς, ἐνῷ α Συνεχίζονται αἱ ἐργασίαι τῆς πόλεως καὶ ἡ κίνησις τῶν κατοίκων ἐπὶ τῆς ἀγορᾶς, ἐνῷ αἱ ἀρχαὶ ἐπιβλέπουν τὴν τάξιν. Ὁ πληθυσμὸς ὑποδέχεται μετὰ χαρᾶς τὰς εἰδήσεις καὶ τὰ νέα τῆς ἡμέρας διαδίδονται ταχέως ἀνὰ τὰς ὁδοὺς τῆς πόλεως. Συνεχίζονται αἱ ἐργασίαι τῆς πόλεως καὶ ἡ κίνησις τῶν κατοίκων ἐπὶ τῆς ἀγορᾶς, ἐνῷ αἱ ἀρχαὶ ἐπιβλέπουν τὴν τάξιν. Ὁ πληθυσμὸς ὑποδέχεται μετὰ χαρᾶς τὰς εἰδήσεις καὶ τὰ νέα τῆς ἡμέρας διαδίδονται ταχέως ἀνὰ τὰς ὁδοὺς τῆς πόλεως. Συνεχίζονται αἱ ἐργασίαι τῆς πόλεως καὶ ἡ κίνησις τῶν κατοίκων ἐπὶ τῆς ἀγορᾶς, ἐνῷ αἱ ἀρχαὶ ἐπιβλέπουν τὴν τάξιν. Ὁ πληθυσμὸς ὑποδέχεται μετὰ χαρᾶς τὰς εἰδήσεις καὶ τὰ νέα τῆς ἡμέρας διαδίδονται ταχέως ἀνὰ τὰς ὁδοὺς τῆς πόλεως. Συνεχίζονται αἱ ἐργασίαι τῆς πόλεως καὶ ἡ κίνησις τῶν κατοίκων ἐπὶ τῆς ἀγορᾶς, ἐνῷ αἱ ἀρχαὶ ἐπιβλέπουν τὴν τάξιν. Ὁ πληθυσμὸς ὑποδέχεται μετὰ χαρᾶς τὰς εἰδήσεις καὶ τὰ νέα τῆς ἡμέρας διαδίδονται ταχέως ἀνὰ τὰς ὁδοὺς τῆς πόλεως. Συνεχίζονται αἱ ἐργασίαι τῆς πόλεως καὶ ἡ κίνησις τῶν κατοίκων ἐπὶ τῆς ἀγορᾶς, ἐνῷ αἱ ἀρχαὶ ἐπιβλέπουν τὴν τάξιν. Ὁ πληθυσμὸς ὑποδέχεται μετὰ χαρᾶς τὰς εἰδήσεις καὶ τὰ νέα τῆς ἡμέρας διαδίδονται ταχέως ἀνὰ τὰς ὁδοὺς τῆς πόλεως. Συνεχίζονται αἱ ἐργασίαι τῆς πόλεως καὶ ἡ κίνησις τῶν κατοίκων ἐπὶ τῆς ἀγορᾶς, ἐνῷ αἱ ἀρχαὶ ἐπιβλέπουν τὴν τάξιν. Ὁ πληθυσμὸς ὑποδέχεται μετὰ χαρᾶς τὰς εἰδήσεις καὶ τὰ νέα τῆς ἡμέρας διαδίδονται ταχέως ἀνὰ τὰς ὁδοὺς τῆς πόλεως. Συνεχίζονται αἱ ἐργασίαι τῆς πόλεως καὶ ἡ κίνησις τῶν κατοίκων ἐπὶ τῆς ἀγορᾶς, ἐνῷ αἱ ἀρχαὶ ἐπιβλέπουν τὴν τάξιν. Ὁ πληθυσμὸς ὑπ (Ἀκολουθεῖ) <box>479 1397 897 1920</box>
wanted-notice: ΖΗΤΕΙΤΑΙ παῖς διὰ τὴν ὑπηρεσίαν τοῦ γραφείου μας. <box>292 2430 463 2455</box>
gunsmith-address: 37 – Ὁδὸς Ἀθηνᾶς – 37 <box>1214 741 1355 755</box>
monastery-heading: 8. Η ΜΟΝΗ ΞΗΡΟΠΟΤΑΜΟΥ <box>489 760 674 774</box>
avrion-heading: ΑΥΡΙΟΝ <box>763 1142 828 1160</box>
date-day: 11 <box>124 184 205 252</box>
student-label: ΦΩΙΤΗΤΗΣ <box>1249 564 1320 578</box>
ophthalmic-article: ΤΑ <box>1113 375 1173 432</box>
agion-oros-deck: Ο ΜΕΓΑΣ ΕΘΝΙΚΟΣ ΜΑΣ ΠΛΟΥΤΟΣ, ΔΙΑΤΙ ΩΝΟΜΑΣΘΗ «ΑΘΩΣ» – ΟΛΗ Η ΜΕΓΑΛΗ ΙΣΤΟΡΙΑ ΤΟΥ – ΤΑ ΙΕΡΑ ΤΟΥ ΚΕΙΜΗΛΙΑ – ΑΙ 20 ΜΟΝΑΙ ΤΟΥ <box>493 216 883 265</box>
top-rule <box>28 80 1458 83</box>
lyzoform-title: ΛΥΖΟΦΟΡΜ <box>1127 1299 1441 1358</box>
hotel-owner: ΙΩΑΝΝΟΥ Θ. ΓΚΑΒΑ <box>566 1981 811 2005</box>
subscription-line: ΔΙΑ ΤΟΥΣ ΕΝ ΠΕΡΣΙΑ <box>45 331 169 345</box>
prosochi-heading: ΠΡΟΣΟΧΗ <box>908 515 1103 540</box>
bank-date: Ἐν Ἀθήναις τῇ 10 Νοεμβρίου 1912. <box>923 295 1088 322</box>
ophthalmic-treated: ΘΕΡΑΠΕΥΟΝΤΑΙ <box>1223 504 1346 522</box>
doctor-name: ΑΝΑΣΤΑΣΙΟΣ ΤΣΕΛΙΟΣ <box>920 1205 1091 1222</box>
nekroi-article: Συνεχίζονται αἱ ἐργασίαι τῆς πόλεως καὶ ἡ κίνησις τῶν κατοίκων ἐπὶ τῆς ἀγορᾶς, ἐνῷ αἱ ἀρχαὶ ἐπιβλέπουν τὴν τάξιν. Ὁ πληθυσμὸς ὑποδέχεται μετὰ χαρᾶς τὰς εἰδήσεις καὶ τὰ νέα τῆς ἡμέρας διαδίδονται ταχέως ἀνὰ τὰς ὁδοὺς τῆς πόλεως. Συνεχίζονται αἱ ἐργασίαι τῆς πόλεως <box>37 1468 275 1556</box>
serial-sign: (Ἀκολουθεῖ) <box>834 1907 897 1920</box>
doctor-title: ΠΑΘΟΛΟΓΟΣ ΙΑΤΡΟΣ <box>925 1221 1087 1239</box>
lyzoform-dental: ΛΥΖΟΦΟΡΜ ΟΔΟΝΤΟΚΟΣΜΗΤΙΚΟΝ <box>1120 1554 1449 1574</box>
monastery-heading: 12. Η ΜΟΝΗ ΤΟΥ ΦΙΛΟΘΕΟΥ <box>699 574 891 589</box>
ophthalmic-title: ΟΦΘΑΛΜΙΚΑ <box>1136 425 1453 489</box>
subscriptions-title: ΑΙ ΣΥΔΡΟΜΑΙ ΜΑΣ <box>89 261 223 276</box>
avrion-text: Αἱ λοιπαὶ Μοναὶ καὶ ἡ μοναχικὴ πληθυσμὸς τους. <box>709 1162 881 1189</box>
column-notices: ΕΘΝΙΚΗ ΤΡΑΠΕΖΑ ΤΗΣ ΕΛΛΑΔΟΣ Δάνειον 85,875,000 (1890) 5 ο/ο Συνεχίζονται αἱ ἐργασίαι τῆς πόλεως καὶ ἡ κίνησις τῶν κατοίκων ἐπὶ τῆς ἀγορᾶς, ἐνῷ αἱ ἀρχαὶ ἐπιβλέπουν τὴν τάξιν. Ὁ πληθυσμὸς ὑποδέχεται μετὰ χαρᾶς τὰς εἰδήσεις καὶ τὰ νέα τῆς ἡμέρας διαδίδονται ταχέως ἀνὰ τὰς ὁδοὺς τῆς πόλεως. Συνεχίζονται αἱ ἐργασίαι τῆς πόλεως καὶ ἡ κίνησις τῶν κατοίκων ἐπὶ τῆς ἀγορᾶς, ἐνῷ αἱ ἀρχαὶ ἐπιβλέπουν τὴν τάξιν. Ὁ πληθυσμὸς ὑποδέχεται μετὰ χαρᾶς τὰς εἰδήσεις καὶ τὰ Ἐν Ἀθήναις τῇ 10 Νοεμβρίου 1912. (Ἐκ τοῦ γραφείου) ΕΙΔΟΠΟΙΗΣΙΣ Συνεχίζονται αἱ ἐργασίαι τῆς πόλεως καὶ ἡ κίνησις τῶν κατοίκων ἐπὶ τῆς ἀγορᾶς, ἐνῷ αἱ ἀρχαὶ ἐπιβλέπουν τὴν τάξιν. Ὁ πληθυσμὸς ὑποδέχεται μετὰ χαρᾶς τὰς εἰδήσεις καὶ τὰ νέα τῆς ἡμέρας διαδίδονται ταχέως ἀνὰ τὰς ὁδοὺς τῆς πόλεως. Συνεχίζονται αἱ ἐργασίαι τῆς πόλεως καὶ ἡ κίνησις τῶν κατοίκων ἐπὶ τῆς ἀγορᾶς, ἐνῷ αἱ ἀρχαὶ ἐπιβλέπουν τὴν τάξιν. Ὁ πληθυσμὸ ΠΡΟΣΟΧΗ Συνεχίζονται αἱ ἐργασίαι τῆς πόλεως καὶ ἡ κίνησις τῶν κατοίκων ἐπὶ τῆς ἀγορᾶς, ἐνῷ αἱ ἀρχαὶ ἐπιβλέπουν τὴν τάξιν. Ὁ πληθυσμὸς ὑποδέχεται μετὰ χαρᾶς τὰς εἰδήσεις καὶ τὰ νέα τῆς ἡμέρας διαδίδονται ταχέως ἀνὰ τὰς ὁδοὺς τῆς πόλεως. Συνεχίζονται αἱ ἐργασίαι τῆς πόλεως Κάρτ-Ποστάλ μὲ μόνον 30 λεπτά : Συνεχίζονται αἱ ἐργασίαι τῆς πόλεως καὶ ἡ κίνησις τῶν κατοίκων ἐπὶ τῆς ἀγορᾶς, ἐνῷ αἱ ἀρχαὶ ἐπιβλέπουν τὴν τάξιν. Ὁ πληθυσμὸς ὑποδέχεται μετὰ χαρᾶς τὰς εἰδήσεις καὶ τὰ νέα τῆς ΒΑΦΗ ΤΡΙΧΩΝ ΠΑΠΑΖΗΤΗ Συνεχίζονται αἱ ἐργασίαι τῆς πόλεως καὶ ἡ κίνησις τῶν κατοίκων ἐπὶ τῆς ἀγορᾶς, ἐνῷ αἱ ἀρχαὶ ἐπιβλέπουν τὴν τάξιν. Ὁ πληθυσμὸς ὑποδέχεται μετὰ χαρᾶς τὰς εἰδήσεις καὶ τὰ νέα τῆς ἡμέρας διαδίδονται ταχέως ἀνὰ τὰς ὁδοὺς τῆς πόλεως. Συνεχίζονται αἱ ἐργασίαι τῆς πόλεως καὶ ἡ κίνησις τῶν κατοίκων ἐπὶ τῆς ἀγορᾶς, ἐνῷ αἱ ἀρχαὶ ἐπιβλέπουν τὴν τάξιν. Ὁ πληθυσμὸ Συνεχίζονται αἱ ἐργασίαι τῆς πόλεως καὶ ἡ κίνησις τῶν κατοίκων ἐπὶ τῆς ἀγορᾶς, ἐνῷ αἱ ἀρχαὶ ἐπιβλέπουν τὴν τάξιν. Ὁ πληθυσμὸς ὑποδέχεται μετὰ χαρᾶς τὰς εἰδήσεις καὶ τὰ νέα τῆς ἡμέρας διαδίδονται ταχέως ἀνὰ τὰς ὁδοὺς τῆς πόλεως. Συνεχίζονται αἱ ἐργασίαι τῆς πόλεως καὶ ἡ κίνησις τῶν κατοίκων ἐπὶ τῆς ἀγορᾶς, ἐνῷ αἱ ἀρχαὶ ἐπιβλέπουν τὴν τάξιν. Ὁ πληθυσμὸς ὑποδέχεται μετὰ χαρᾶς τὰς εἰδήσεις καὶ τὰ νέα τῆς ἡμέρας διαδίδονται ταχέως ἀνὰ τὰς ὁδοὺς τῆς πόλεως. Συνεχίζονται αἱ ἐργασίαι τῆς πόλεως καὶ ἡ κίνησις τῶν κατοίκων ἐπὶ τῆς ἀ ΑΝΑΣΤΑΣΙΟΣ ΤΣΕΛΙΟΣ ΠΑΘΟΛΟΓΟΣ ΙΑΤΡΟΣ Συνεχίζονται αἱ ἐργασίαι τῆς πόλεως καὶ ἡ κίνησις τῶν κατοίκων ἐπὶ τῆς ἀγορᾶς, ἐνῷ αἱ ἀρχαὶ ἐπιβλέπουν τὴν τάξιν. Ὁ πληθυσμὸς ὑποδέχεται μετὰ χαρᾶς τὰς εἰδήσεις καὶ τὰ νέα τῆς ἡμέρας διαδίδονται ταχέως ἀνὰ τὰς ὁδοὺς τῆς πόλεως. Συνεχίζονται αἱ ἐργασίαι τῆς πόλεως καὶ ἡ κίνησις τῶν κατοίκων ἐπὶ τῆς ἀγορᾶς, ἐνῷ αἱ ἀρχαὶ ἐπιβλέπουν τὴν τάξιν. Ὁ πληθυσμὸς ὑποδέχεται μετὰ χαρᾶς τὰς εἰδήσεις καὶ τὰ νέα τῆς ἡμέρας διαδίδονται ταχέως ἀνὰ τὰς ὁδοὺς τῆς πόλεως. Συνεχίζονται αἱ ἐργασίαι τῆς πόλεως καὶ ἡ κίνησις τῶν κατοίκων ἐπὶ τῆς ἀγορᾶς, ἐνῷ αἱ ἀρχαὶ ἐπιβλέπουν τὴν τάξιν. Ὁ πληθυσμὸς ὑποδέχεται μετὰ χαρᾶς τὰς εἰδήσεις καὶ τὰ νέα τῆς ἡμέρας διαδίδονται ταχέως ἀνὰ τὰς ὁδοὺς τῆς πόλεως. Συνεχίζονται αἱ ἐργα <box>908 89 1103 1978</box>
clinic-heading: ΝΕΥΡΟΛΟΓΙΚΗ ΚΛΙΝΙΚΗ <box>1198 210 1371 225</box>
theatra-heading: ΘΕΑΤΡΑ <box>286 1776 341 1790</box>
tachydromeion-article: Συνεχίζονται αἱ ἐργασίαι τῆς πόλεως καὶ ἡ κίνησις τῶν κατοίκων ἐπὶ τῆς ἀγορᾶς, ἐνῷ αἱ ἀρχαὶ ἐπιβλέπουν τὴν τάξιν. Ὁ πληθυσμὸς ὑποδέχεται μετὰ χαρᾶς τὰς εἰδήσεις καὶ τὰ νέα τῆς ἡμέρας διαδίδονται ταχέως ἀνὰ τὰς ὁδοὺς τῆς πόλεως. Συνεχίζονται αἱ ἐργασίαι τῆς πόλεως <box>286 2169 468 2281</box>
subscription-line: Ἐτησία 14 Ἑξάμηνος 7 <box>45 347 203 361</box>
column-divider <box>474 89 475 1978</box>
vlavianeion-location: ΠΑΤΗΣΙΑ <box>1254 184 1315 197</box>
hair-dye-title: ΒΑΦΗ ΤΡΙΧΩΝ <box>990 757 1100 775</box>
kirygma-article: Συνεχίζονται αἱ ἐργασίαι τῆς πόλεως καὶ ἡ κίνησις τῶν κατοίκων ἐπὶ τῆς ἀγορᾶς, ἐνῷ αἱ ἀρχαὶ ἐπιβλέπουν τὴν τάξιν. Ὁ πληθυσμὸς ὑποδέχεται μετὰ χαρᾶς τὰς εἰδήσεις καὶ τὰ νέα τῆς ἡμέρας διαδίδονται ταχέως ἀνὰ τὰς ὁδοὺς τῆς πόλεως. Συνεχίζονται αἱ ἐργασίαι τῆς πόλεως καὶ ἡ κίνησις τῶν κατοίκων ἐπὶ τῆς ἀγορᾶς, ἐνῷ αἱ ἀρχαὶ ἐπιβλέπουν τὴν τάξιν. Ὁ πληθυσμὸ <box>286 398 468 535</box>
portrait-illustration <box>908 757 981 868</box>
subscription-line: Ἐτησία ρούβλια 12 Ἑξάμηνος 6 <box>45 314 264 328</box>
monastery-heading: 14. Η ΜΟΝΗ ΤΟΥ ΑΓΙΟΥ ΠΑΥΛΟΥ <box>715 969 875 998</box>
doctor-charami: ΣΠΗΛΙΟΥ ΧΑΡΑΜΗ <box>1129 577 1440 613</box>
monastery-heading: 10. Η ΜΟΝΗ ΔΟΧΕΙΑΡΙΟΥ <box>496 1103 667 1117</box>
monastery-heading: 6. Η ΜΟΝΗ ΚΟΥΤΛΟΥΜΟΥΣΙΟΥ <box>517 289 645 317</box>
hair-dye-ad: ΒΑΦΗ ΤΡΙΧΩΝ ΠΑΠΑΖΗΤΗ Συνεχίζονται αἱ ἐργασίαι τῆς πόλεως καὶ ἡ κίνησις τῶν κατοίκων ἐπὶ τῆς ἀγορᾶς, ἐνῷ αἱ ἀρχαὶ ἐπιβλέπουν τὴν τάξιν. Ὁ πληθυσμὸς ὑποδέχεται μετὰ χαρᾶς τὰς εἰδήσεις καὶ τὰ νέα τῆς ἡμέρας διαδίδονται ταχέως ἀνὰ τὰς ὁδοὺς τῆς πόλεως. Συνεχίζονται αἱ ἐργασίαι τῆς πόλεως καὶ ἡ κίνησις τῶν κατοίκων ἐπὶ τῆς ἀγορᾶς, ἐνῷ αἱ ἀρχαὶ ἐπιβλέπουν τὴν τάξιν. Ὁ πληθυσμὸ <box>908 757 1103 999</box>
bank-office: (Ἐκ τοῦ γραφείου) <box>953 321 1059 335</box>
gunsmith-heading: ΟΠΛΟΠΟΙΕΙΟΝ <box>1113 678 1456 701</box>
masthead-title: ΣΚΡΙΠ <box>37 89 275 158</box>
column-divider <box>1107 89 1108 1978</box>
kholera-article: Συνεχίζονται αἱ ἐργασίαι τῆς πόλεως καὶ ἡ κίνησις τῶν κατοίκων ἐπὶ τῆς ἀγορᾶς, ἐνῷ αἱ ἀρχαὶ ἐπιβλέπουν τὴν τάξιν. Ὁ πληθυσμὸς ὑποδέχεται μετὰ χαρᾶς τὰς εἰδήσεις καὶ τὰ νέα τῆς ἡμέρας διαδίδονται ταχέως ἀνὰ τὰς ὁδοὺς τῆς πόλεως. Συνεχίζονται αἱ ἐργασίαι τῆς πόλεως καὶ ἡ κίνησις τῶν κατοίκων ἐπὶ τῆς ἀγορᾶς, ἐνῷ αἱ ἀρχαὶ ἐπιβλέπουν τὴν τάξιν. Ὁ πληθυσμὸς ὑποδέχεται μετὰ χαρᾶς τὰς εἰδήσεις καὶ τὰ νέα τῆς ἡμέρας διαδίδονται ταχέως ἀνὰ τὰς ὁδοὺς τῆς πόλεως. Συνεχίζονται αἱ ἐργασίαι τῆς πόλεως καὶ ἡ κίνησις τῶν κατοίκων ἐπὶ τῆς ἀγορᾶς, ἐνῷ αἱ ἀρχαὶ ἐπιβλέπουν τὴν τάξιν. Ὁ πληθυσμὸς ὑποδέχεται μετὰ χαρᾶς τὰς εἰδήσεις <box>37 1249 275 1437</box>
column-divider <box>280 89 281 1978</box>
use-heading: ΜΕΤΑΧΕΙΡΙΖΕΣΘΕ <box>1153 1222 1416 1252</box>
anatoli-subtitle: ΑΣΦΑΛΙΣΤΙΚΗ ΕΤΑΙΡΕΙΑ ΖΩΗΣ <box>1129 817 1440 875</box>
news-article: Συνεχίζονται αἱ ἐργασίαι τῆς πόλεως καὶ ἡ κίνησις τῶν κατοίκων ἐπὶ τῆς ἀγορᾶς, ἐνῷ αἱ ἀρχαὶ ἐπιβλέπουν τὴν τάξιν. Ὁ πληθυσμὸς ὑποδέχεται μετὰ χαρᾶς τὰς εἰδήσεις καὶ τὰ νέα τῆς ἡμέρας διαδίδονται ταχέως ἀνὰ τὰς ὁδοὺς τῆς πόλεως. Συνεχίζονται αἱ ἐργασίαι τῆς πόλεως καὶ ἡ κίνησις τῶν κατοίκων ἐπὶ τῆς ἀγορᾶς, ἐνῷ αἱ ἀρχαὶ ἐπιβλέπουν τὴν τάξιν. Ὁ πληθυσμὸς ὑποδέχεται μετὰ χαρᾶς τὰς εἰδήσεις καὶ τὰ νέα τῆς ἡμέρας διαδίδονται ταχέως ἀνὰ τὰς ὁδοὺς τῆς πόλεως. Συνεχίζονται αἱ ἐργασίαι τῆς πόλεως καὶ ἡ κίνησις τῶν κατοίκων ἐπὶ τῆς ἀγορᾶς, ἐνῷ αἱ ἀρχαὶ ἐπιβλέπουν τὴν τάξιν. Ὁ πληθυσμὸς ὑποδέχεται μετὰ χαρᾶς τὰς εἰδήσεις καὶ τὰ νέα τῆς ἡμέρας διαδίδονται ταχέως ἀνὰ τὰς ὁδοὺς τῆς πόλεως. Συνεχίζονται αἱ ἐργα <box>286 89 468 363</box>
clinic-subheading: Ἡ πρώτη καὶ τελειοτάτη <box>1204 197 1365 210</box>
monastery-heading: 7. Η ΜΟΝΗ ΤΟΥ ΠΑΝΤΟΚΡΑΤΟΡΟΣ <box>520 536 643 565</box>
serial-title: ΤΑ ΜΕΓΑΛΑ ΕΓΚΛΗΜΑΤΑ <box>544 1221 832 1334</box>
subscription-line: ΔΙΑ ΤΟΥΣ ΕΝ ΡΩΣΣΙΑ ή συν. μας είναι : <box>45 281 269 311</box>
gunsmith-name: ΓΙΑΝΝΟΥΛΗΣ <box>1149 700 1420 742</box>
dateline <box>37 184 275 252</box>
ophthalmic-subtitle: ΝΟΣΗΜΑΤΑ <box>1231 485 1338 505</box>
date-weekday: Κυριακή <box>204 212 269 227</box>
bank-loan: Δάνειον 85,875,000 (1890) 5 ο/ο <box>914 121 1098 147</box>
column-news <box>286 89 468 2455</box>
